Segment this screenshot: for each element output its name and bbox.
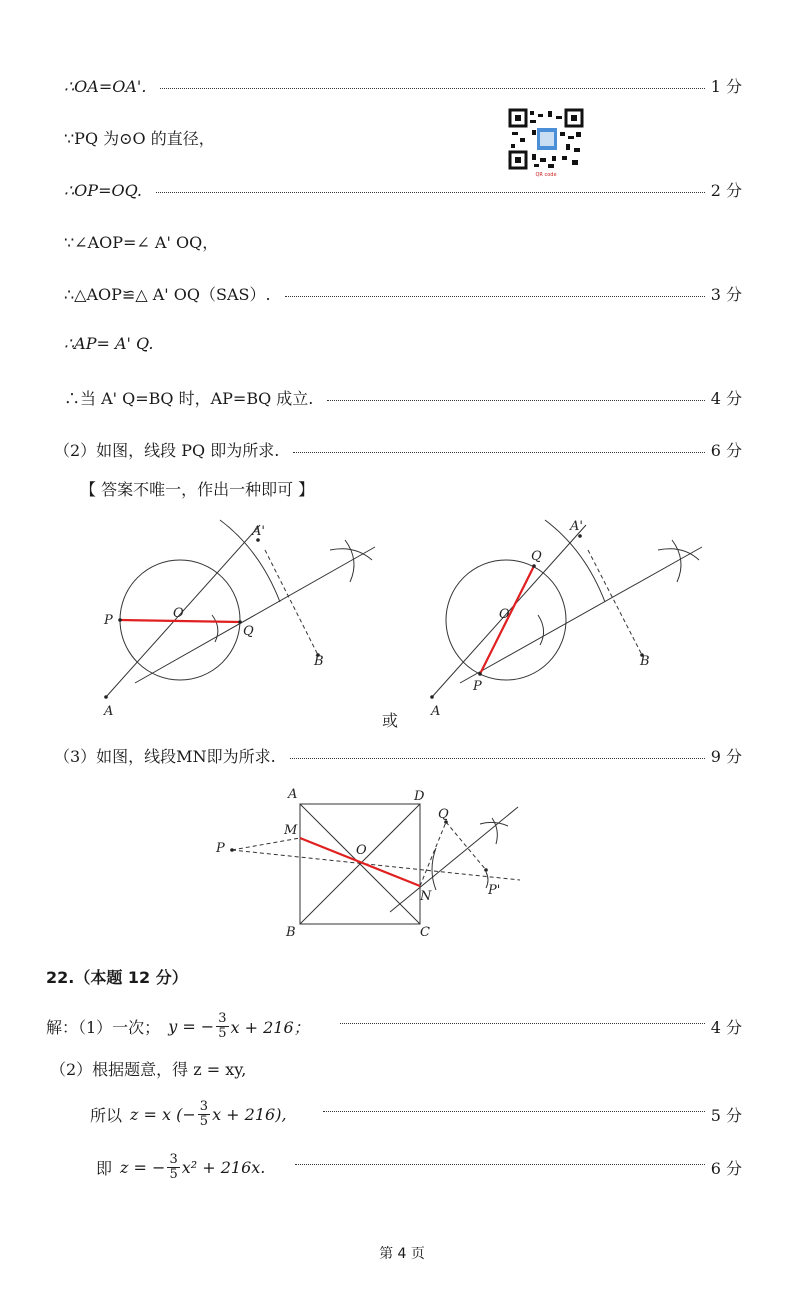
construction-figure-1 <box>90 510 390 720</box>
proof-line-6 <box>64 334 742 353</box>
dot-leader <box>327 400 704 401</box>
score: 3 分 <box>710 285 742 304</box>
score: 6 分 <box>710 1159 742 1178</box>
label-O: O <box>356 843 367 858</box>
fraction-numerator: 3 <box>199 1099 209 1114</box>
solution-line-2 <box>50 1057 742 1080</box>
label-A: A <box>431 704 441 719</box>
fraction-numerator: 3 <box>218 1011 227 1026</box>
page-number: 第 4 页 <box>379 1246 425 1262</box>
dot-leader <box>290 758 705 759</box>
label-A1: A' <box>570 519 583 534</box>
answer-note: 【 答案不唯一，作出一种即可 】 <box>80 480 315 499</box>
label-D: D <box>414 789 425 804</box>
dot-leader <box>285 296 705 297</box>
dot-leader <box>293 452 704 453</box>
proof-text: ∴AP= A' Q. <box>64 334 154 353</box>
score: 1 分 <box>710 77 742 96</box>
solution-prefix: 所以 <box>90 1106 123 1125</box>
math-part-b: x + 216), <box>212 1105 287 1124</box>
proof-text: ∴当 A' Q=BQ 时，AP=BQ 成立. <box>64 389 314 408</box>
label-M: M <box>284 823 298 838</box>
label-A: A <box>104 704 114 719</box>
proof-line-3 <box>64 178 742 201</box>
proof-line-9 <box>54 744 742 767</box>
proof-text: ∴OA=OA'. <box>64 77 147 96</box>
dot-leader <box>323 1111 705 1112</box>
fraction <box>198 1100 210 1129</box>
proof-text: （3）如图，线段MN即为所求. <box>54 747 276 766</box>
dot-leader <box>156 192 705 193</box>
score: 9 分 <box>710 747 742 766</box>
label-C: C <box>420 925 430 940</box>
math-part-a: z = x (− <box>130 1105 196 1124</box>
solution-prefix: 即 <box>96 1159 113 1178</box>
solution-line-3 <box>90 1100 742 1129</box>
construction-figure-3 <box>210 782 540 947</box>
solution-line-4 <box>96 1153 742 1182</box>
label-B: B <box>314 654 324 669</box>
question-heading: 22.（本题 12 分） <box>46 968 188 987</box>
score: 2 分 <box>710 181 742 200</box>
dot-leader <box>295 1164 704 1165</box>
label-Q: Q <box>243 624 254 639</box>
label-A1: A' <box>252 524 265 539</box>
proof-line-1 <box>64 74 742 97</box>
label-P: P <box>216 841 225 856</box>
score: 6 分 <box>710 441 742 460</box>
score: 4 分 <box>710 1018 742 1037</box>
dot-leader <box>340 1023 705 1024</box>
label-P: P <box>473 679 482 694</box>
math-part-a: z = − <box>120 1158 166 1177</box>
qr-code-image <box>508 108 584 170</box>
label-B: B <box>286 925 296 940</box>
math-part-b: x + 216； <box>230 1018 310 1037</box>
math-part-a: y = − <box>168 1017 215 1036</box>
proof-text: ∵PQ 为⊙O 的直径， <box>64 129 215 148</box>
math-part-b: x² + 216x. <box>181 1158 266 1177</box>
construction-figure-2 <box>420 510 720 720</box>
fraction <box>167 1153 179 1182</box>
label-Q: Q <box>438 807 449 822</box>
label-Q: Q <box>531 549 542 564</box>
solution-prefix: 解：（1）一次； <box>46 1018 161 1037</box>
label-B: B <box>640 654 650 669</box>
proof-text: （2）如图，线段 PQ 即为所求. <box>54 441 280 460</box>
score: 5 分 <box>710 1106 742 1125</box>
proof-line-8 <box>54 438 742 461</box>
fraction <box>216 1012 228 1041</box>
label-N: N <box>420 889 432 904</box>
dot-leader <box>160 88 704 89</box>
proof-text: ∴△AOP≌△ A' OQ（SAS）. <box>64 285 271 304</box>
solution-text: （2）根据题意，得 z = xy, <box>50 1060 247 1079</box>
label-O: O <box>173 606 184 621</box>
proof-line-4 <box>64 230 742 253</box>
fraction-denominator: 5 <box>169 1167 178 1182</box>
score: 4 分 <box>710 389 742 408</box>
proof-text: ∵∠AOP=∠ A' OQ， <box>64 233 219 252</box>
label-A: A <box>288 787 298 802</box>
proof-line-2 <box>64 126 742 149</box>
label-O: O <box>499 607 510 622</box>
proof-line-5 <box>64 282 742 305</box>
proof-text: ∴OP=OQ. <box>64 181 142 200</box>
fraction-denominator: 5 <box>199 1114 209 1129</box>
proof-line-7 <box>64 386 742 409</box>
or-text: 或 <box>382 711 399 730</box>
label-P: P <box>104 613 113 628</box>
fraction-denominator: 5 <box>218 1026 227 1041</box>
fraction-numerator: 3 <box>169 1152 178 1167</box>
solution-line-1 <box>46 1012 742 1041</box>
label-P1: P' <box>488 883 501 898</box>
qr-caption-line: QR code <box>535 172 557 178</box>
